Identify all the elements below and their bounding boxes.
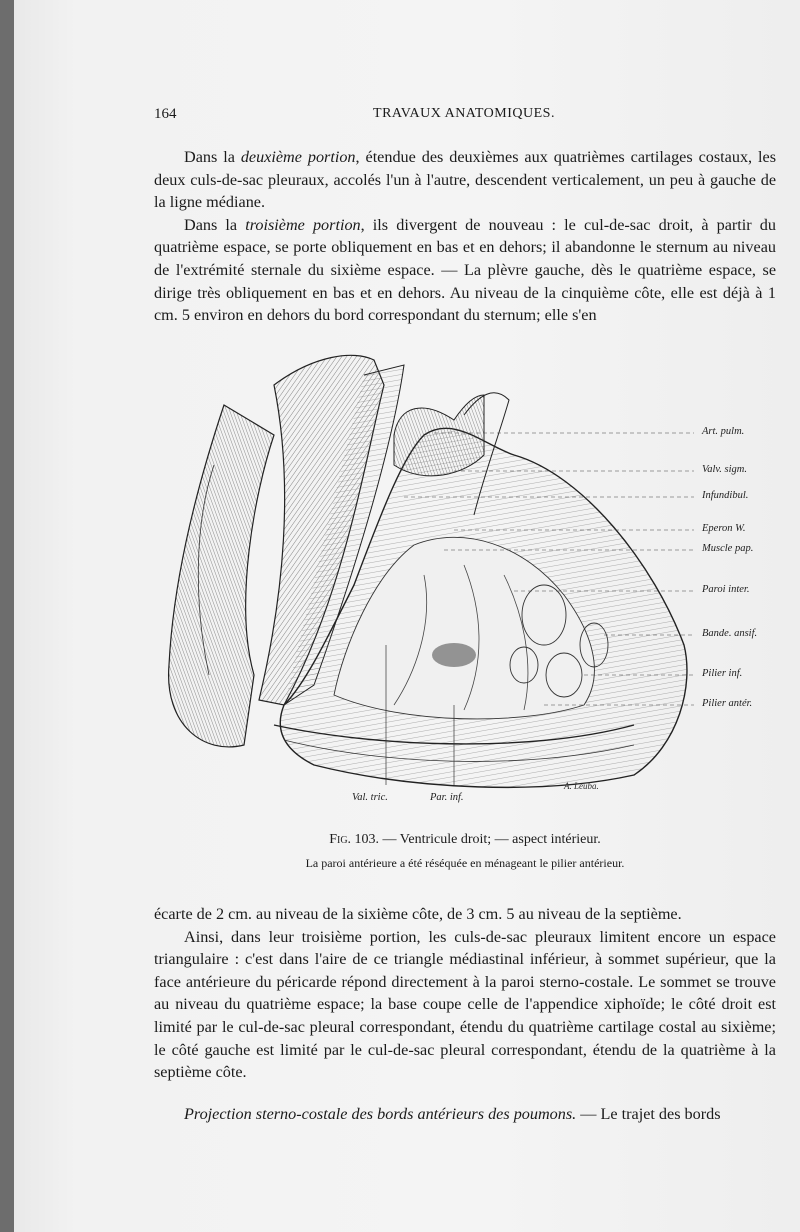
paragraph-text: — Le trajet des bords [576, 1105, 721, 1123]
paragraph-continuation: écarte de 2 cm. au niveau de la sixième côte, de 3 cm. 5 au niveau de la septième. [154, 905, 682, 923]
paragraph-text: , ils divergent de nouveau : le cul-de-sac droit, à partir du quatrième espace, se porte obliquement en bas et en dehors; il abandonne le sternum au niveau de l'extrémité sternale du sixième espace. — La plèvre gauche, dès le quatrième espace, se dirige très obliquement en bas et en dehors. Au niveau de la cinquième côte, elle est déjà à 1 cm. 5 environ en dehors du bord correspondant du sternum; elle s'en [154, 215, 776, 325]
page-number: 164 [154, 106, 177, 122]
running-title: TRAVAUX ANATOMIQUES. [373, 106, 555, 121]
label-valv-sigm: Valv. sigm. [702, 464, 748, 475]
label-par-inf: Par. inf. [430, 792, 464, 803]
caption-title: 103. — Ventricule droit; — aspect intérieur. [351, 832, 601, 847]
section-heading-line [154, 1103, 776, 1126]
label-pilier-anter: Pilier antér. [702, 698, 753, 709]
label-art-pulm: Art. pulm. [702, 426, 745, 437]
top-text-block [154, 146, 776, 327]
paragraph-text: , étendue des deuxièmes aux quatrièmes cartilages costaux, les deux culs-de-sac pleuraux, accolés l'un à l'autre, descendent verticalement, un peu à gauche de la ligne médiane. [154, 148, 776, 212]
bottom-text-block [154, 903, 776, 1084]
paragraph-ainsi: Ainsi, dans leur troisième portion, les culs-de-sac pleuraux limitent encore un espace triangulaire : c'est dans l'aire de ce triangle médiastinal inférieur, à sommet supérieur, que la face antérieure du péricarde répond directement à la paroi sterno-costale. Le sommet se trouve au niveau du quatrième espace; la base coupe celle de l'appendice xiphoïde; le côté droit est limité par le cul-de-sac pleural correspondant, étendu du quatrième cartilage costal au sixième; le côté gauche est limité par le cul-de-sac pleural correspondant, étendu de la quatrième à la septième côte. [154, 927, 776, 1082]
label-muscle-pap: Muscle pap. [702, 543, 754, 554]
label-paroi-inter: Paroi inter. [702, 584, 750, 595]
label-bande-ansif: Bande. ansif. [702, 628, 758, 639]
paragraph-troisieme-portion [154, 214, 776, 327]
book-page [14, 0, 800, 1232]
label-val-tric: Val. tric. [352, 792, 388, 803]
heart-illustration [164, 345, 784, 815]
label-pilier-inf: Pilier inf. [702, 668, 743, 679]
label-infundibul: Infundibul. [702, 490, 749, 501]
section-heading: Projection sterno-costale des bords antérieurs des poumons. [184, 1105, 577, 1123]
paragraph-text: Dans la [184, 148, 241, 166]
figure-caption [154, 832, 776, 848]
artist-signature: A. Leuba. [564, 781, 599, 791]
label-eperon: Eperon W. [702, 523, 746, 534]
emphasis-term: deuxième portion [240, 148, 356, 166]
paragraph-projection [154, 1103, 776, 1126]
emphasis-term: troisième portion [245, 215, 361, 234]
paragraph-deuxieme-portion [154, 146, 776, 214]
paragraph-text: Dans la [184, 215, 246, 234]
heart-engraving [164, 345, 784, 815]
figure-subcaption: La paroi antérieure a été réséquée en ménageant le pilier antérieur. [305, 856, 625, 870]
caption-fig-prefix: Fig. [329, 832, 352, 847]
